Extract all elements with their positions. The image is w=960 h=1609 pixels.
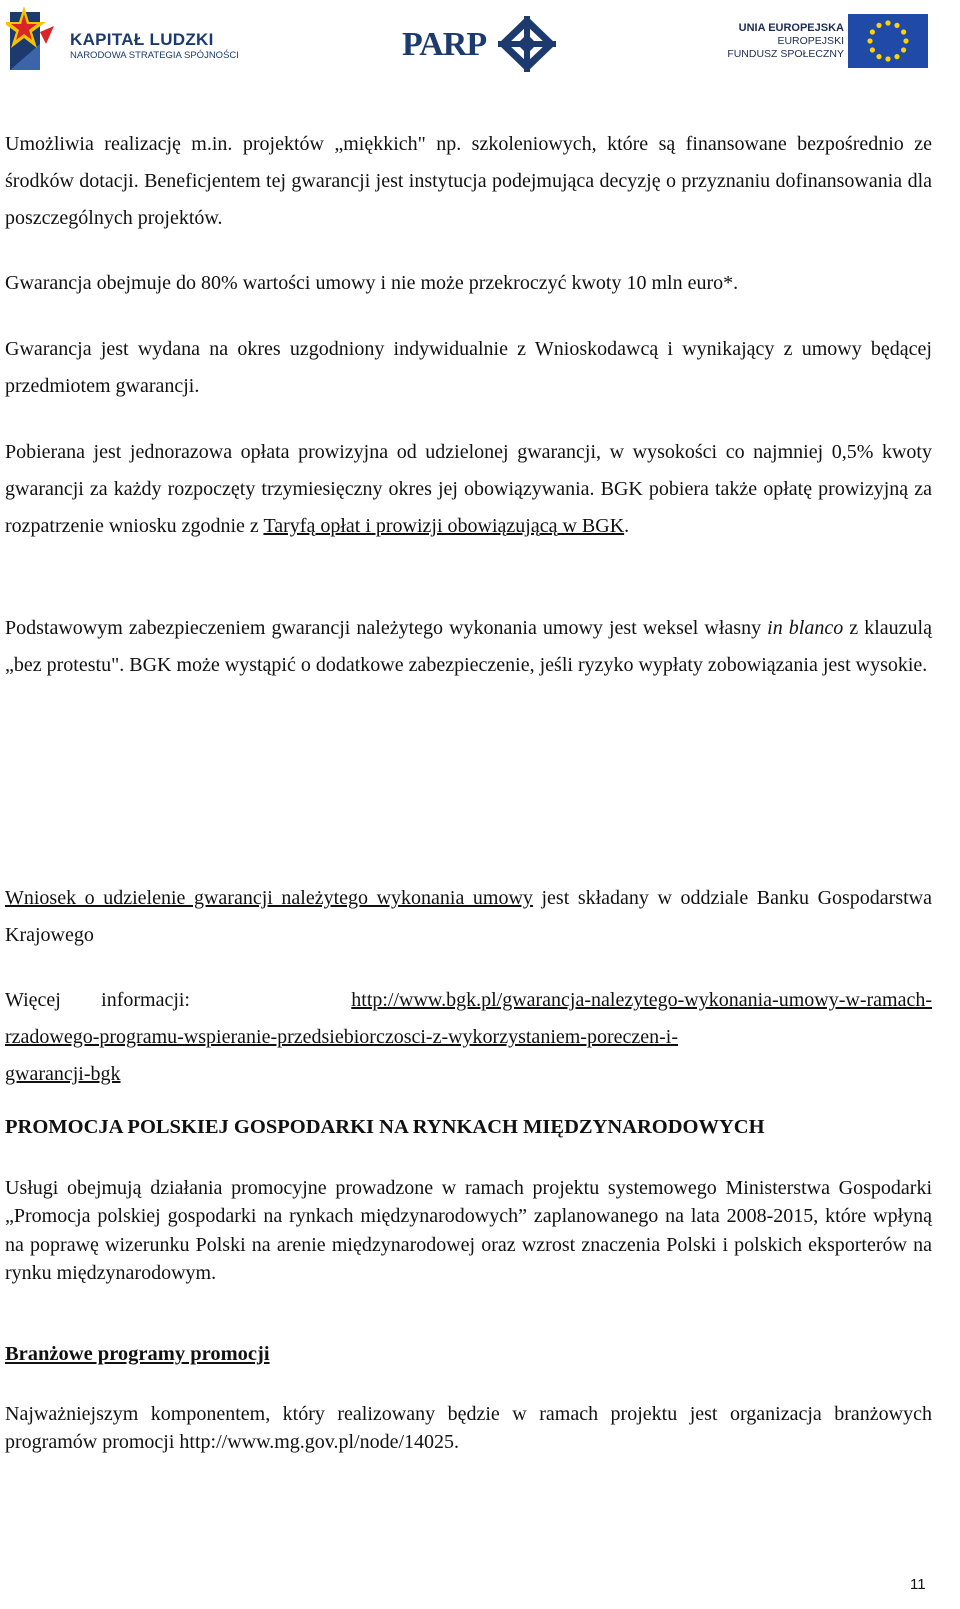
parp-wordmark: PARP [402,26,487,63]
eu-logo [724,10,934,74]
bgk-url-part-2[interactable]: rzadowego-programu-wspieranie-przedsiebiorczosci-z-wykorzystaniem-poreczen-i- [5,1026,679,1048]
paragraph-3: Gwarancja jest wydana na okres uzgodniony indywidualnie z Wnioskodawcą i wynikający z umowy będącej przedmiotem gwarancji. [5,338,932,397]
bgk-url-part-3[interactable]: gwarancji-bgk [5,1063,121,1085]
page-number: 11 [910,1576,926,1593]
eu-line-1: UNIA EUROPEJSKA [738,22,844,34]
more-info-line-1 [5,982,932,1019]
paragraph-4 [5,434,932,545]
wniosek-link[interactable]: Wniosek o udzielenie gwarancji należytego wykonania umowy [5,887,533,909]
parp-logo [402,12,562,72]
kapital-ludzki-title: KAPITAŁ LUDZKI [70,30,214,49]
paragraph-2: Gwarancja obejmuje do 80% wartości umowy i nie może przekroczyć kwoty 10 mln euro*. [5,272,739,294]
kapital-ludzki-logo [6,4,246,78]
eu-line-3: FUNDUSZ SPOŁECZNY [727,48,844,60]
taryfa-link[interactable]: Taryfą opłat i prowizji obowiązującą w BGK [263,515,625,537]
paragraph-4-end: . [624,515,630,537]
paragraph-5-italic: in blanco [767,617,844,639]
eu-flag-icon [848,14,928,68]
eu-text [724,22,844,60]
kapital-ludzki-subtitle: NARODOWA STRATEGIA SPÓJNOŚCI [70,50,239,61]
subsection-heading: Branżowe programy promocji [5,1343,270,1365]
section-heading: PROMOCJA POLSKIEJ GOSPODARKI NA RYNKACH MIĘDZYNARODOWYCH [5,1116,765,1138]
paragraph-9: Najważniejszym komponentem, który realizowany będzie w ramach projektu jest organizacja branżowych programów promocji http://www.mg.gov.pl/node/14025. [5,1403,932,1454]
bgk-url-part-1[interactable]: http://www.bgk.pl/gwarancja-nalezytego-wykonania-umowy-w-ramach- [351,989,932,1011]
paragraph-6 [5,880,932,954]
more-info-label: Więcej informacji: [5,989,190,1011]
paragraph-1: Umożliwia realizację m.in. projektów „miękkich" np. szkoleniowych, które są finansowane bezpośrednio ze środków dotacji. Beneficjentem tej gwarancji jest instytucja podejmująca decyzję o przyznaniu dofinansowania dla poszczególnych projektów. [5,133,932,229]
paragraph-5-text-b: z klauzulą „bez protestu". BGK może wystąpić o dodatkowe zabezpieczenie, jeśli ryzyko wypłaty zobowiązania jest wysokie. [5,617,932,676]
paragraph-6-text: jest składany w oddziale Banku Gospodarstwa Krajowego [5,887,932,946]
kapital-ludzki-star-icon [6,4,62,76]
parp-diamond-icon [494,14,560,74]
page-header [0,0,960,90]
paragraph-7 [5,982,932,1093]
paragraph-8: Usługi obejmują działania promocyjne prowadzone w ramach projektu systemowego Ministerstwa Gospodarki „Promocja polskiej gospodarki na rynkach międzynarodowych” zaplanowanego na lata 2008-2015, które wpłyną na poprawę wizerunku Polski na arenie międzynarodowej oraz wzrost znaczenia Polski i polskich eksporterów na rynku międzynarodowym. [5,1177,932,1284]
paragraph-4-text: Pobierana jest jednorazowa opłata prowizyjna od udzielonej gwarancji, w wysokości co najmniej 0,5% kwoty gwarancji za każdy rozpoczęty trzymiesięczny okres jej obowiązywania. BGK pobiera także opłatę prowizyjną za rozpatrzenie wniosku zgodnie z [5,441,932,537]
paragraph-5-text-a: Podstawowym zabezpieczeniem gwarancji należytego wykonania umowy jest weksel własny [5,617,768,639]
paragraph-5 [5,610,932,684]
eu-line-2: EUROPEJSKI [777,35,844,47]
